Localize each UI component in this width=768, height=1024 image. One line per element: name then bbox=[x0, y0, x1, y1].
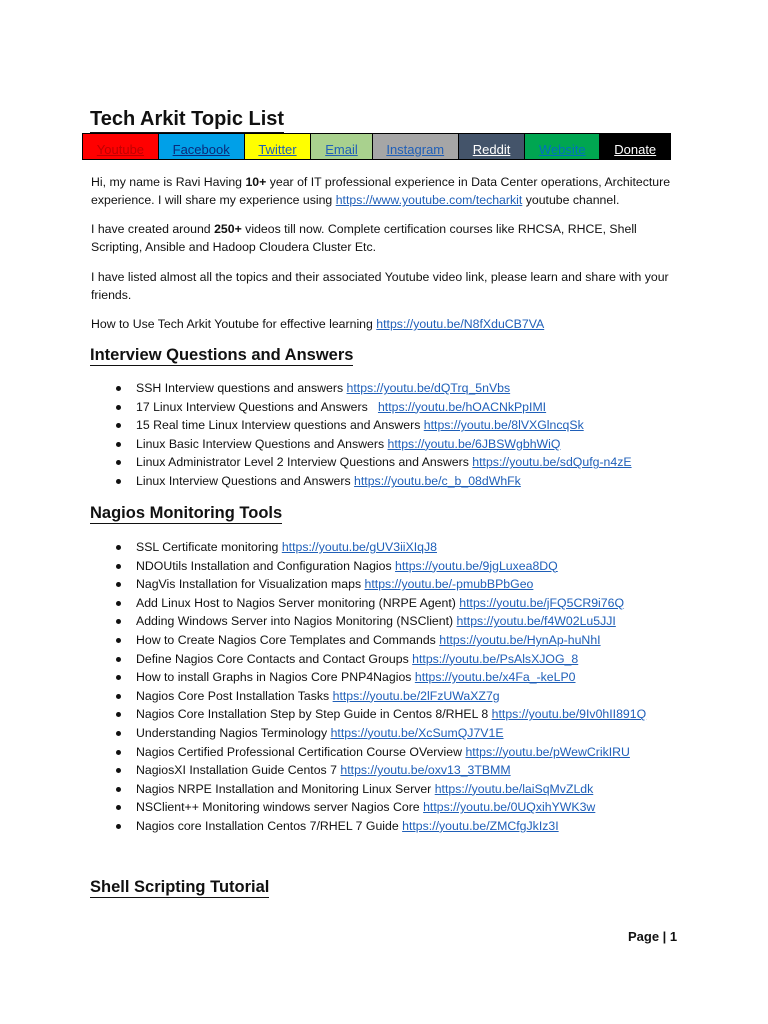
video-link[interactable]: https://youtu.be/x4Fa_-keLP0 bbox=[414, 670, 576, 685]
nav-link-email[interactable]: Email bbox=[311, 134, 372, 159]
list-item bbox=[113, 557, 646, 576]
list-item-text: Linux Interview Questions and Answers bbox=[136, 473, 355, 488]
list-item-text: Nagios core Installation Centos 7/RHEL 7 Guide bbox=[136, 818, 403, 833]
intro-text: Hi, my name is Ravi Having bbox=[91, 175, 246, 189]
video-link[interactable]: https://youtu.be/0UQxihYWK3w bbox=[423, 800, 596, 815]
list-item-text: Nagios NRPE Installation and Monitoring Linux Server bbox=[136, 781, 435, 796]
effective-learning-link[interactable]: https://youtu.be/N8fXduCB7VA bbox=[376, 317, 545, 331]
list-item bbox=[113, 612, 646, 631]
list-item bbox=[113, 398, 632, 417]
video-link[interactable]: https://youtu.be/PsAlsXJOG_8 bbox=[412, 651, 579, 666]
intro-paragraph-2 bbox=[91, 220, 651, 256]
video-link[interactable]: https://youtu.be/9jgLuxea8DQ bbox=[395, 558, 558, 573]
video-link[interactable]: https://youtu.be/pWewCrikIRU bbox=[465, 744, 630, 759]
section-heading-interview: Interview Questions and Answers bbox=[90, 346, 354, 364]
list-item bbox=[113, 650, 646, 669]
list-item-text: Define Nagios Core Contacts and Contact Groups bbox=[136, 651, 413, 666]
list-item bbox=[113, 687, 646, 706]
intro-text: year of IT professional experience in Data Center operations, Architecture experience. I will share my experience using bbox=[91, 175, 671, 207]
list-item-text: How to install Graphs in Nagios Core PNP4Nagios bbox=[136, 670, 415, 685]
list-item-text: Linux Administrator Level 2 Interview Questions and Answers bbox=[136, 455, 473, 470]
section-heading-shell-scripting: Shell Scripting Tutorial bbox=[90, 878, 270, 896]
list-item-text: SSL Certificate monitoring bbox=[136, 540, 282, 554]
list-item-text: 15 Real time Linux Interview questions and Answers bbox=[136, 418, 424, 433]
list-item-text: Understanding Nagios Terminology bbox=[136, 725, 331, 740]
video-link[interactable]: https://youtu.be/c_b_08dWhFk bbox=[354, 473, 521, 488]
intro-paragraph-1 bbox=[91, 173, 691, 209]
list-item-text: Nagios Core Installation Step by Step Guide in Centos 8/RHEL 8 bbox=[136, 707, 492, 722]
list-item bbox=[113, 538, 646, 557]
list-item-text: NSClient++ Monitoring windows server Nagios Core bbox=[136, 800, 424, 815]
page-title: Tech Arkit Topic List bbox=[90, 107, 284, 133]
page-number: Page | 1 bbox=[628, 929, 678, 944]
nagios-list bbox=[113, 538, 646, 836]
list-item bbox=[113, 631, 646, 650]
list-item-text: NDOUtils Installation and Configuration Nagios bbox=[136, 558, 396, 573]
video-link[interactable]: https://youtu.be/2lFzUWaXZ7g bbox=[332, 688, 500, 703]
intro-paragraph-3: I have listed almost all the topics and their associated Youtube video link, please learn and share with your friends. bbox=[91, 270, 669, 302]
nav-link-donate[interactable]: Donate bbox=[600, 134, 670, 159]
interview-list bbox=[113, 379, 632, 491]
list-item bbox=[113, 668, 646, 687]
video-link[interactable]: https://youtu.be/sdQufg-n4zE bbox=[472, 455, 632, 470]
video-link[interactable]: https://youtu.be/f4W02Lu5JJI bbox=[456, 614, 616, 629]
video-link[interactable]: https://youtu.be/6JBSWgbhWiQ bbox=[387, 436, 561, 451]
list-item-text: Nagios Core Post Installation Tasks bbox=[136, 688, 333, 703]
list-item-text: NagiosXI Installation Guide Centos 7 bbox=[136, 763, 341, 778]
nav-link-facebook[interactable]: Facebook bbox=[159, 134, 245, 159]
list-item-text: 17 Linux Interview Questions and Answers bbox=[136, 399, 378, 414]
social-link-bar bbox=[82, 133, 671, 160]
video-link[interactable]: https://youtu.be/hOACNkPpIMI bbox=[377, 399, 547, 414]
intro-text: videos till now. Complete certification courses like RHCSA, RHCE, Shell Scripting, Ansible and Hadoop Cloudera Cluster Etc. bbox=[91, 222, 637, 254]
list-item-text: Nagios Certified Professional Certification Course OVerview bbox=[136, 744, 466, 759]
video-link[interactable]: https://youtu.be/gUV3iiXIqJ8 bbox=[281, 540, 437, 554]
list-item-text: Add Linux Host to Nagios Server monitoring (NRPE Agent) bbox=[136, 595, 460, 610]
video-link[interactable]: https://youtu.be/XcSumQJ7V1E bbox=[330, 725, 504, 740]
list-item bbox=[113, 817, 646, 836]
video-link[interactable]: https://youtu.be/jFQ5CR9i76Q bbox=[459, 595, 625, 610]
video-link[interactable]: https://youtu.be/ZMCfgJkIz3I bbox=[402, 818, 559, 833]
section-heading-nagios: Nagios Monitoring Tools bbox=[90, 504, 283, 522]
list-item bbox=[113, 798, 646, 817]
list-item bbox=[113, 724, 646, 743]
video-link[interactable]: https://youtu.be/-pmubBPbGeo bbox=[364, 577, 534, 592]
video-link[interactable]: https://youtu.be/9Iv0hII891Q bbox=[491, 707, 647, 722]
list-item bbox=[113, 705, 646, 724]
list-item-text: Adding Windows Server into Nagios Monitoring (NSClient) bbox=[136, 614, 457, 629]
nav-link-reddit[interactable]: Reddit bbox=[459, 134, 525, 159]
youtube-channel-link[interactable]: https://www.youtube.com/techarkit bbox=[335, 193, 523, 207]
list-item-text: SSH Interview questions and answers bbox=[136, 381, 347, 395]
list-item bbox=[113, 761, 646, 780]
intro-paragraph-4 bbox=[91, 315, 691, 333]
video-link[interactable]: https://youtu.be/oxv13_3TBMM bbox=[340, 763, 511, 778]
intro-text: I have created around bbox=[91, 222, 215, 236]
video-count: 250+ bbox=[214, 222, 242, 236]
list-item bbox=[113, 416, 632, 435]
video-link[interactable]: https://youtu.be/8lVXGlncqSk bbox=[423, 418, 584, 433]
list-item bbox=[113, 743, 646, 762]
intro-text: youtube channel. bbox=[522, 193, 620, 207]
list-item bbox=[113, 594, 646, 613]
video-link[interactable]: https://youtu.be/dQTrq_5nVbs bbox=[346, 381, 511, 395]
nav-link-instagram[interactable]: Instagram bbox=[373, 134, 459, 159]
list-item bbox=[113, 435, 632, 454]
nav-link-youtube[interactable]: Youtube bbox=[83, 134, 159, 159]
list-item bbox=[113, 780, 646, 799]
list-item-text: Linux Basic Interview Questions and Answers bbox=[136, 436, 388, 451]
nav-link-website[interactable]: Website bbox=[525, 134, 600, 159]
list-item bbox=[113, 453, 632, 472]
list-item bbox=[113, 472, 632, 491]
list-item bbox=[113, 379, 632, 398]
intro-years: 10+ bbox=[245, 175, 267, 189]
list-item-text: How to Create Nagios Core Templates and Commands bbox=[136, 632, 440, 647]
list-item-text: NagVis Installation for Visualization maps bbox=[136, 577, 365, 592]
intro-text: How to Use Tech Arkit Youtube for effective learning bbox=[91, 317, 377, 331]
video-link[interactable]: https://youtu.be/HynAp-huNhI bbox=[439, 632, 601, 647]
video-link[interactable]: https://youtu.be/laiSqMvZLdk bbox=[434, 781, 594, 796]
nav-link-twitter[interactable]: Twitter bbox=[245, 134, 312, 159]
list-item bbox=[113, 575, 646, 594]
